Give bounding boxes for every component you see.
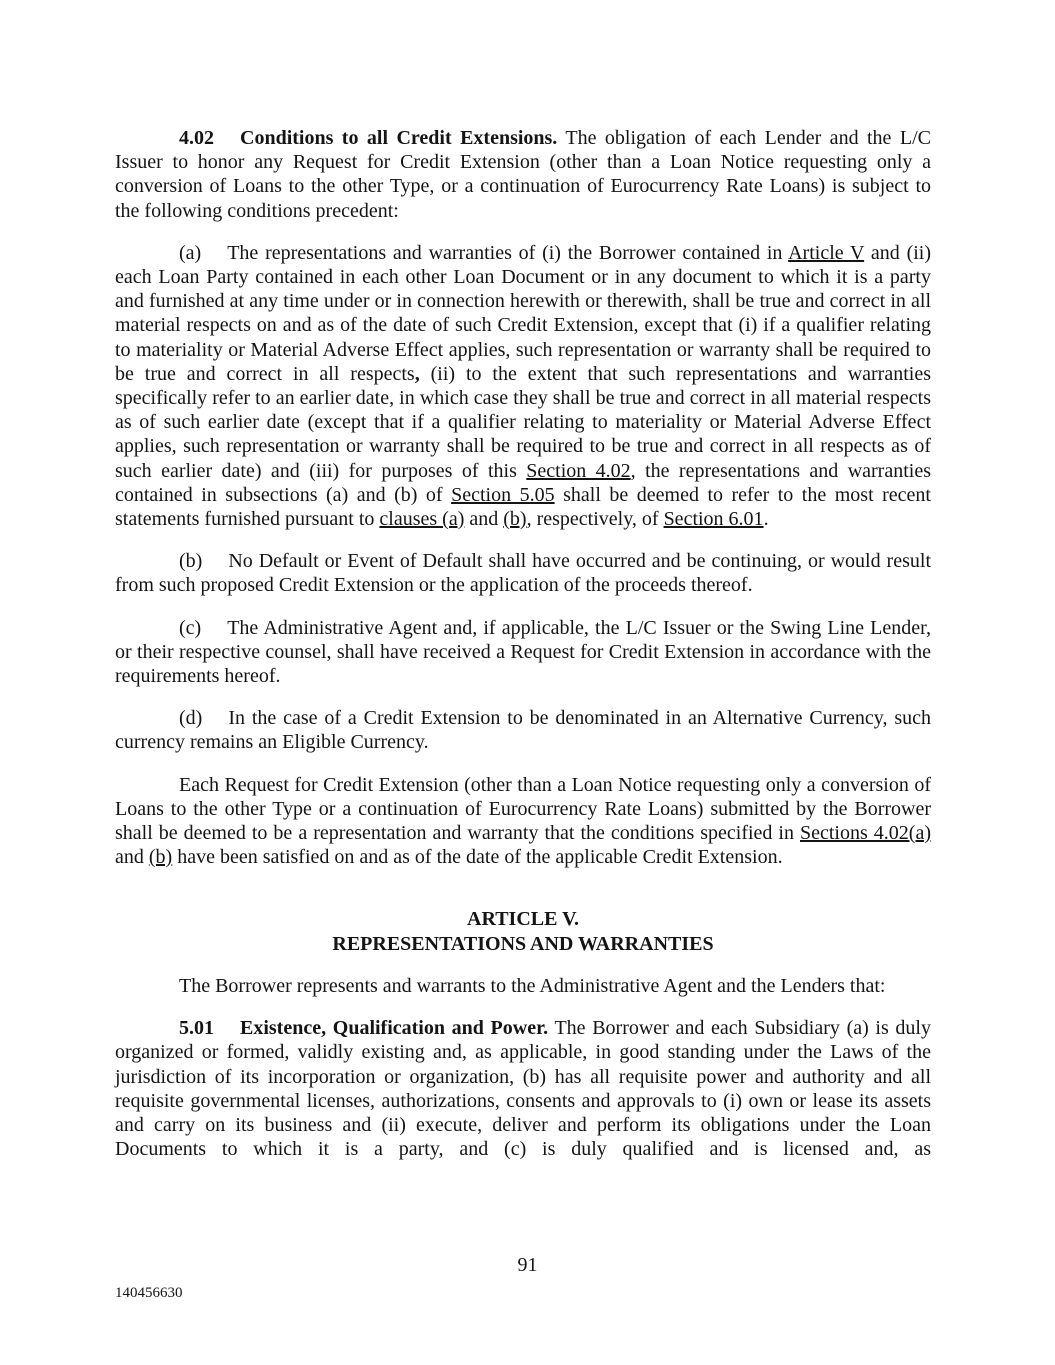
text-run: , bbox=[414, 362, 420, 385]
text-run: Each Request for Credit Extension (other than a Loan Notice requesting only a conversion of Loans to the other Type or a continuation of Eurocurrency Rate Loans) submitted by the Borrower shall be deemed to be a representation and warranty that the conditions specified in bbox=[115, 773, 931, 845]
text-run: Sections 4.02(a) bbox=[800, 822, 931, 845]
text-run: Section 5.05 bbox=[451, 483, 555, 506]
text-run: The obligation of each Lender and the L/C Issuer to honor any Request for Credit Extension (other than a Loan Notice requesting only a conversion of Loans to the other Type, or a continuation of Eurocurrency Rate Loans) is subject to the following conditions precedent: bbox=[115, 127, 931, 222]
text-run: (d) bbox=[179, 707, 203, 730]
paragraph-4-02-a bbox=[115, 241, 931, 531]
text-run: In the case of a Credit Extension to be denominated in an Alternative Currency, such currency remains an Eligible Currency. bbox=[115, 707, 931, 754]
paragraph-borrower-represents bbox=[115, 974, 931, 998]
text-run: Section 4.02 bbox=[526, 459, 631, 482]
text-run: (a) bbox=[179, 241, 202, 264]
text-run: The representations and warranties of (i) the Borrower contained in bbox=[227, 241, 789, 264]
page-number: 91 bbox=[517, 1254, 538, 1276]
paragraph-4-02 bbox=[115, 126, 931, 223]
text-run: REPRESENTATIONS AND WARRANTIES bbox=[332, 932, 714, 955]
text-run: ARTICLE V. bbox=[467, 908, 579, 931]
text-run: (b) bbox=[148, 846, 173, 869]
text-run: shall be deemed to refer to the most recent statements furnished pursuant to bbox=[115, 483, 931, 531]
heading-article-v bbox=[115, 907, 931, 955]
text-run: 5.01 bbox=[179, 1017, 214, 1040]
text-run: and bbox=[464, 508, 504, 531]
text-run: The Borrower represents and warrants to the Administrative Agent and the Lenders that: bbox=[179, 974, 886, 997]
text-run: , respectively, of bbox=[526, 508, 664, 531]
text-run: Section 6.01 bbox=[663, 508, 764, 531]
text-run: The Administrative Agent and, if applicable, the L/C Issuer or the Swing Line Lender, or their respective counsel, shall have received a Request for Credit Extension in accordance with the requirements hereof. bbox=[115, 616, 931, 688]
text-run: No Default or Event of Default shall have occurred and be continuing, or would result from such proposed Credit Extension or the application of the proceeds thereof. bbox=[115, 550, 931, 597]
text-run: and (ii) each Loan Party contained in each other Loan Document or in any document to which it is a party and furnished at any time under or in connection herewith or therewith, shall be true and correct in all material respects on and as of the date of such Credit Extension, except that (i) if a qualifier relating to materiality or Material Adverse Effect applies, such representation or warranty shall be required to be true and correct in all respects bbox=[115, 241, 932, 385]
document-id-stamp: 140456630 bbox=[115, 1285, 183, 1301]
document-body bbox=[115, 126, 931, 1161]
text-run: The Borrower and each Subsidiary (a) is duly organized or formed, validly existing and, as applicable, in good standing under the Laws of the jurisdiction of its incorporation or organization, (b) has all requisite power and authority and all requisite governmental licenses, authorizations, consents and approvals to (i) own or lease its assets and carry on its business and (ii) execute, deliver and perform its obligations under the Loan Documents to which it is a party, and (c) is duly qualified and is licensed and, as bbox=[115, 1017, 931, 1161]
text-run: clauses (a) bbox=[379, 508, 465, 531]
text-run: (b) bbox=[503, 508, 527, 531]
paragraph-4-02-b bbox=[115, 549, 931, 597]
text-run: Existence, Qualification and Power. bbox=[240, 1017, 549, 1040]
text-run: (c) bbox=[179, 616, 202, 639]
text-run: and bbox=[115, 846, 149, 869]
text-run: . bbox=[763, 508, 769, 531]
text-run: , the representations and warranties contained in subsections (a) and (b) of bbox=[115, 459, 931, 506]
text-run: (ii) to the extent that such representations and warranties specifically refer to an earlier date, in which case they shall be true and correct in all material respects as of such earlier date (except that if a qualifier relating to materiality or Material Adverse Effect applies, such representation or warranty shall be required to be true and correct in all respects as of such earlier date) and (iii) for purposes of this bbox=[115, 362, 931, 482]
text-run: 4.02 bbox=[179, 127, 214, 149]
paragraph-5-01 bbox=[115, 1016, 931, 1161]
text-run: (b) bbox=[179, 550, 203, 573]
paragraph-4-02-d bbox=[115, 706, 931, 754]
text-run: have been satisfied on and as of the date of the applicable Credit Extension. bbox=[172, 846, 783, 869]
text-run: Conditions to all Credit Extensions. bbox=[240, 127, 558, 149]
paragraph-4-02-c bbox=[115, 616, 931, 689]
text-run: Article V bbox=[788, 241, 865, 264]
paragraph-4-02-closing bbox=[115, 773, 931, 870]
